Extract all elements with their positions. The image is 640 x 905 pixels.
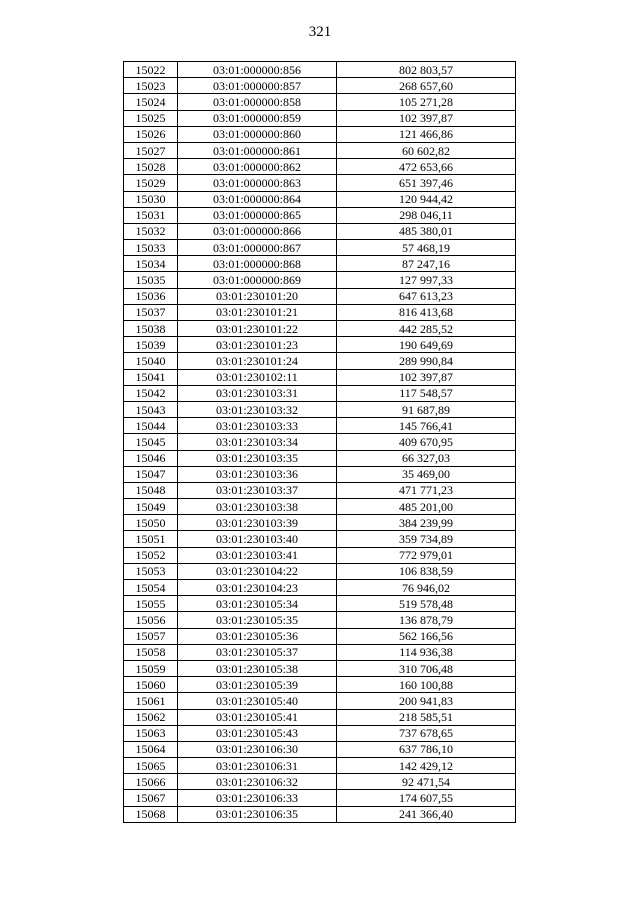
value-cell: 472 653,66: [337, 159, 516, 175]
table-row: [124, 256, 516, 272]
cadastral-number-cell: 03:01:230102:11: [178, 369, 337, 385]
table-row: [124, 288, 516, 304]
table-row: [124, 758, 516, 774]
value-cell: 102 397,87: [337, 110, 516, 126]
value-cell: 298 046,11: [337, 207, 516, 223]
cadastral-number-cell: 03:01:230103:40: [178, 531, 337, 547]
value-cell: 442 285,52: [337, 321, 516, 337]
cadastral-number-cell: 03:01:000000:859: [178, 110, 337, 126]
cadastral-number-cell: 03:01:230103:37: [178, 482, 337, 498]
table-row: [124, 142, 516, 158]
cadastral-number-cell: 03:01:230103:33: [178, 418, 337, 434]
row-number-cell: 15027: [124, 142, 178, 158]
table-row: [124, 628, 516, 644]
cadastral-number-cell: 03:01:230103:31: [178, 385, 337, 401]
row-number-cell: 15061: [124, 693, 178, 709]
row-number-cell: 15067: [124, 790, 178, 806]
table-row: [124, 418, 516, 434]
value-cell: 737 678,65: [337, 725, 516, 741]
row-number-cell: 15051: [124, 531, 178, 547]
cadastral-number-cell: 03:01:230101:21: [178, 304, 337, 320]
value-cell: 519 578,48: [337, 596, 516, 612]
cadastral-number-cell: 03:01:000000:858: [178, 94, 337, 110]
page-number: 321: [308, 24, 332, 40]
value-cell: 637 786,10: [337, 741, 516, 757]
cadastral-number-cell: 03:01:000000:862: [178, 159, 337, 175]
value-cell: 485 380,01: [337, 223, 516, 239]
value-cell: 87 247,16: [337, 256, 516, 272]
table-row: [124, 709, 516, 725]
table-row: [124, 596, 516, 612]
value-cell: 174 607,55: [337, 790, 516, 806]
row-number-cell: 15030: [124, 191, 178, 207]
value-cell: 241 366,40: [337, 806, 516, 822]
row-number-cell: 15033: [124, 240, 178, 256]
row-number-cell: 15039: [124, 337, 178, 353]
row-number-cell: 15046: [124, 450, 178, 466]
value-cell: 562 166,56: [337, 628, 516, 644]
table-row: [124, 482, 516, 498]
cadastral-number-cell: 03:01:230106:31: [178, 758, 337, 774]
row-number-cell: 15024: [124, 94, 178, 110]
row-number-cell: 15029: [124, 175, 178, 191]
value-cell: 409 670,95: [337, 434, 516, 450]
table-row: [124, 741, 516, 757]
value-cell: 471 771,23: [337, 482, 516, 498]
cadastral-number-cell: 03:01:230103:36: [178, 466, 337, 482]
cadastral-number-cell: 03:01:230104:23: [178, 580, 337, 596]
table-row: [124, 466, 516, 482]
cadastral-number-cell: 03:01:230103:38: [178, 499, 337, 515]
value-cell: 92 471,54: [337, 774, 516, 790]
table-row: [124, 126, 516, 142]
row-number-cell: 15041: [124, 369, 178, 385]
table-body: [124, 62, 516, 823]
cadastral-number-cell: 03:01:230101:20: [178, 288, 337, 304]
row-number-cell: 15022: [124, 62, 178, 78]
row-number-cell: 15059: [124, 660, 178, 676]
cadastral-number-cell: 03:01:230105:41: [178, 709, 337, 725]
table-row: [124, 725, 516, 741]
value-cell: 816 413,68: [337, 304, 516, 320]
table-row: [124, 806, 516, 822]
cadastral-number-cell: 03:01:230105:37: [178, 644, 337, 660]
value-cell: 145 766,41: [337, 418, 516, 434]
table-row: [124, 62, 516, 78]
row-number-cell: 15050: [124, 515, 178, 531]
row-number-cell: 15047: [124, 466, 178, 482]
cadastral-number-cell: 03:01:230105:43: [178, 725, 337, 741]
table-row: [124, 191, 516, 207]
row-number-cell: 15042: [124, 385, 178, 401]
table-row: [124, 321, 516, 337]
cadastral-number-cell: 03:01:230106:33: [178, 790, 337, 806]
cadastral-number-cell: 03:01:000000:869: [178, 272, 337, 288]
row-number-cell: 15037: [124, 304, 178, 320]
table-row: [124, 94, 516, 110]
cadastral-number-cell: 03:01:230105:35: [178, 612, 337, 628]
value-cell: 268 657,60: [337, 78, 516, 94]
table-row: [124, 207, 516, 223]
table-row: [124, 660, 516, 676]
cadastral-number-cell: 03:01:230103:39: [178, 515, 337, 531]
row-number-cell: 15053: [124, 563, 178, 579]
value-cell: 120 944,42: [337, 191, 516, 207]
value-cell: 384 239,99: [337, 515, 516, 531]
cadastral-number-cell: 03:01:230106:30: [178, 741, 337, 757]
cadastral-number-cell: 03:01:230105:36: [178, 628, 337, 644]
cadastral-number-cell: 03:01:230106:32: [178, 774, 337, 790]
table-row: [124, 774, 516, 790]
cadastral-number-cell: 03:01:000000:860: [178, 126, 337, 142]
row-number-cell: 15032: [124, 223, 178, 239]
cadastral-number-cell: 03:01:230103:32: [178, 401, 337, 417]
cadastral-number-cell: 03:01:230101:24: [178, 353, 337, 369]
value-cell: 91 687,89: [337, 401, 516, 417]
cadastral-number-cell: 03:01:230104:22: [178, 563, 337, 579]
cadastral-number-cell: 03:01:230103:35: [178, 450, 337, 466]
row-number-cell: 15036: [124, 288, 178, 304]
table-row: [124, 110, 516, 126]
row-number-cell: 15060: [124, 677, 178, 693]
row-number-cell: 15048: [124, 482, 178, 498]
value-cell: 114 936,38: [337, 644, 516, 660]
value-cell: 142 429,12: [337, 758, 516, 774]
cadastral-number-cell: 03:01:000000:867: [178, 240, 337, 256]
cadastral-number-cell: 03:01:000000:861: [178, 142, 337, 158]
cadastral-number-cell: 03:01:000000:863: [178, 175, 337, 191]
cadastral-number-cell: 03:01:230101:22: [178, 321, 337, 337]
value-cell: 105 271,28: [337, 94, 516, 110]
row-number-cell: 15055: [124, 596, 178, 612]
cadastral-number-cell: 03:01:000000:868: [178, 256, 337, 272]
table-row: [124, 693, 516, 709]
cadastral-number-cell: 03:01:230103:41: [178, 547, 337, 563]
value-cell: 772 979,01: [337, 547, 516, 563]
table-row: [124, 515, 516, 531]
value-cell: 190 649,69: [337, 337, 516, 353]
table-row: [124, 401, 516, 417]
row-number-cell: 15025: [124, 110, 178, 126]
table-row: [124, 790, 516, 806]
cadastral-number-cell: 03:01:230103:34: [178, 434, 337, 450]
cadastral-number-cell: 03:01:000000:866: [178, 223, 337, 239]
row-number-cell: 15058: [124, 644, 178, 660]
value-cell: 66 327,03: [337, 450, 516, 466]
table-row: [124, 272, 516, 288]
value-cell: 485 201,00: [337, 499, 516, 515]
value-cell: 117 548,57: [337, 385, 516, 401]
value-cell: 106 838,59: [337, 563, 516, 579]
value-cell: 102 397,87: [337, 369, 516, 385]
value-cell: 289 990,84: [337, 353, 516, 369]
row-number-cell: 15028: [124, 159, 178, 175]
row-number-cell: 15066: [124, 774, 178, 790]
cadastral-number-cell: 03:01:230101:23: [178, 337, 337, 353]
table-row: [124, 580, 516, 596]
table-row: [124, 644, 516, 660]
value-cell: 359 734,89: [337, 531, 516, 547]
cadastral-number-cell: 03:01:230105:38: [178, 660, 337, 676]
value-cell: 802 803,57: [337, 62, 516, 78]
table-row: [124, 240, 516, 256]
value-cell: 127 997,33: [337, 272, 516, 288]
cadastral-number-cell: 03:01:000000:856: [178, 62, 337, 78]
row-number-cell: 15049: [124, 499, 178, 515]
row-number-cell: 15064: [124, 741, 178, 757]
value-cell: 60 602,82: [337, 142, 516, 158]
cadastral-value-table: [123, 61, 516, 823]
cadastral-number-cell: 03:01:230105:34: [178, 596, 337, 612]
row-number-cell: 15056: [124, 612, 178, 628]
row-number-cell: 15052: [124, 547, 178, 563]
table-row: [124, 450, 516, 466]
cadastral-number-cell: 03:01:000000:857: [178, 78, 337, 94]
row-number-cell: 15040: [124, 353, 178, 369]
table-row: [124, 499, 516, 515]
table-row: [124, 353, 516, 369]
row-number-cell: 15054: [124, 580, 178, 596]
table-row: [124, 304, 516, 320]
row-number-cell: 15035: [124, 272, 178, 288]
row-number-cell: 15038: [124, 321, 178, 337]
row-number-cell: 15023: [124, 78, 178, 94]
value-cell: 651 397,46: [337, 175, 516, 191]
row-number-cell: 15065: [124, 758, 178, 774]
table-row: [124, 677, 516, 693]
row-number-cell: 15062: [124, 709, 178, 725]
table-row: [124, 612, 516, 628]
cadastral-number-cell: 03:01:230105:40: [178, 693, 337, 709]
value-cell: 310 706,48: [337, 660, 516, 676]
value-cell: 57 468,19: [337, 240, 516, 256]
table-row: [124, 159, 516, 175]
value-cell: 200 941,83: [337, 693, 516, 709]
value-cell: 136 878,79: [337, 612, 516, 628]
cadastral-number-cell: 03:01:230105:39: [178, 677, 337, 693]
row-number-cell: 15026: [124, 126, 178, 142]
table-row: [124, 369, 516, 385]
table-row: [124, 337, 516, 353]
row-number-cell: 15057: [124, 628, 178, 644]
row-number-cell: 15068: [124, 806, 178, 822]
table-row: [124, 175, 516, 191]
cadastral-number-cell: 03:01:000000:864: [178, 191, 337, 207]
table-row: [124, 547, 516, 563]
table-row: [124, 531, 516, 547]
table-row: [124, 434, 516, 450]
table-row: [124, 78, 516, 94]
row-number-cell: 15044: [124, 418, 178, 434]
value-cell: 121 466,86: [337, 126, 516, 142]
value-cell: 76 946,02: [337, 580, 516, 596]
row-number-cell: 15043: [124, 401, 178, 417]
value-cell: 218 585,51: [337, 709, 516, 725]
table-row: [124, 223, 516, 239]
row-number-cell: 15034: [124, 256, 178, 272]
row-number-cell: 15031: [124, 207, 178, 223]
value-cell: 35 469,00: [337, 466, 516, 482]
value-cell: 160 100,88: [337, 677, 516, 693]
table-row: [124, 385, 516, 401]
cadastral-number-cell: 03:01:230106:35: [178, 806, 337, 822]
cadastral-number-cell: 03:01:000000:865: [178, 207, 337, 223]
row-number-cell: 15045: [124, 434, 178, 450]
value-cell: 647 613,23: [337, 288, 516, 304]
table-row: [124, 563, 516, 579]
row-number-cell: 15063: [124, 725, 178, 741]
